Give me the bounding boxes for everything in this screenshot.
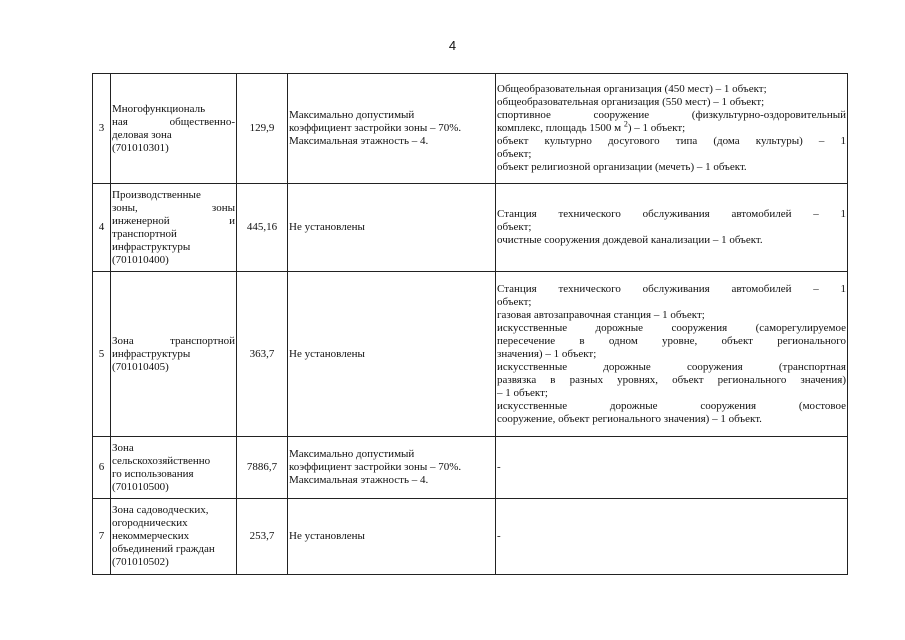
object-line — [497, 119, 846, 135]
row-number-cell: 6 — [93, 437, 111, 499]
object-line: - — [497, 461, 501, 473]
zone-name-cell — [111, 184, 237, 272]
zone-name-line: инфраструктуры — [112, 240, 191, 253]
object-line: Общеобразовательная организация (450 мест) – 1 объект; — [497, 83, 767, 95]
params-line: Максимальная этажность – 4. — [289, 135, 429, 147]
zone-name-line: деловая зона — [112, 128, 172, 141]
objects-cell — [496, 437, 848, 499]
zone-name-line: Многофункциональ — [112, 102, 206, 115]
zone-code: (701010502) — [112, 556, 169, 568]
object-line: – 1 объект; — [497, 386, 548, 399]
object-line: объект; — [497, 295, 532, 308]
object-line: искусственные дорожные сооружения (саморегулируемое — [497, 321, 846, 334]
objects-cell — [496, 74, 848, 184]
page-number: 4 — [448, 38, 457, 53]
params-cell — [288, 499, 496, 575]
object-line: общеобразовательная организация (550 мест) – 1 объект; — [497, 96, 765, 108]
row-number-cell: 3 — [93, 74, 111, 184]
zone-name-line: огороднических — [112, 517, 188, 529]
object-line: искусственные дорожные сооружения (транспортная — [497, 360, 846, 373]
zone-code: (701010301) — [112, 141, 169, 154]
table-row — [93, 184, 848, 272]
object-line: объект культурно досугового типа (дома культуры) – 1 — [497, 135, 846, 147]
params-cell — [288, 184, 496, 272]
zone-name-line: Зона — [112, 441, 134, 454]
object-line: Станция технического обслуживания автомобилей – 1 — [497, 208, 846, 220]
zone-name-line: Зона садоводческих, — [112, 504, 209, 516]
zones-table — [92, 73, 848, 575]
zone-code: (701010405) — [112, 360, 169, 373]
params-line: Не установлены — [289, 530, 365, 542]
params-line: Не установлены — [289, 221, 365, 233]
zone-name-line: инфраструктуры — [112, 347, 191, 360]
zone-name-line: Производственные — [112, 188, 201, 201]
objects-cell — [496, 499, 848, 575]
table-row — [93, 272, 848, 437]
object-line: очистные сооружения дождевой канализации – 1 объект. — [497, 234, 763, 246]
params-line: Максимально допустимый — [289, 109, 415, 121]
params-cell — [288, 437, 496, 499]
object-line-text: комплекс, площадь 1500 м — [497, 122, 622, 134]
objects-cell — [496, 272, 848, 437]
row-number-cell: 7 — [93, 499, 111, 575]
object-line: объект религиозной организации (мечеть) – 1 объект. — [497, 161, 747, 173]
table-row — [93, 437, 848, 499]
zone-name-cell — [111, 74, 237, 184]
zone-name-line: зоны, зоны — [112, 201, 235, 214]
table-row — [93, 499, 848, 575]
zone-name-cell — [111, 499, 237, 575]
object-line: развязка в разных уровнях, объект регионального значения) — [497, 373, 846, 386]
table-row — [93, 74, 848, 184]
area-cell: 7886,7 — [237, 437, 288, 499]
object-line: искусственные дорожные сооружения (мостовое — [497, 399, 846, 412]
object-line: газовая автозаправочная станция – 1 объект; — [497, 308, 705, 321]
params-cell — [288, 272, 496, 437]
object-line: объект; — [497, 148, 532, 160]
params-line: Максимально допустимый — [289, 448, 415, 460]
zone-name-cell — [111, 272, 237, 437]
zone-name-line: объединений граждан — [112, 543, 215, 555]
objects-cell — [496, 184, 848, 272]
area-cell: 363,7 — [237, 272, 288, 437]
params-line: коэффициент застройки зоны – 70%. — [289, 461, 462, 473]
object-line: значения) – 1 объект; — [497, 347, 597, 360]
params-line: коэффициент застройки зоны – 70%. — [289, 122, 462, 134]
area-cell: 253,7 — [237, 499, 288, 575]
superscript: 2 — [623, 119, 628, 129]
object-line: объект; — [497, 221, 532, 233]
params-line: Максимальная этажность – 4. — [289, 474, 429, 486]
object-line-text: ) – 1 объект; — [627, 122, 686, 134]
zone-name-line: Зона транспортной — [112, 334, 235, 347]
area-cell: 129,9 — [237, 74, 288, 184]
zone-name-line: инженерной и — [112, 214, 235, 227]
object-line: спортивное сооружение (физкультурно-оздоровительный — [497, 109, 846, 121]
object-line: Станция технического обслуживания автомобилей – 1 — [497, 282, 846, 295]
zone-name-line: го использования — [112, 467, 194, 480]
zone-name-line: ная общественно- — [112, 115, 235, 128]
row-number-cell: 4 — [93, 184, 111, 272]
zone-name-cell — [111, 437, 237, 499]
zone-name-line: сельскохозяйственно — [112, 454, 211, 467]
object-line: - — [497, 530, 501, 542]
object-line: пересечение в одном уровне, объект регионального — [497, 334, 846, 347]
object-line: сооружение, объект регионального значения) – 1 объект. — [497, 412, 762, 425]
zone-code: (701010500) — [112, 480, 169, 493]
row-number-cell: 5 — [93, 272, 111, 437]
zone-name-line: транспортной — [112, 227, 177, 240]
params-cell — [288, 74, 496, 184]
params-line: Не установлены — [289, 347, 365, 360]
zone-code: (701010400) — [112, 253, 169, 266]
zone-name-line: некоммерческих — [112, 530, 190, 542]
area-cell: 445,16 — [237, 184, 288, 272]
